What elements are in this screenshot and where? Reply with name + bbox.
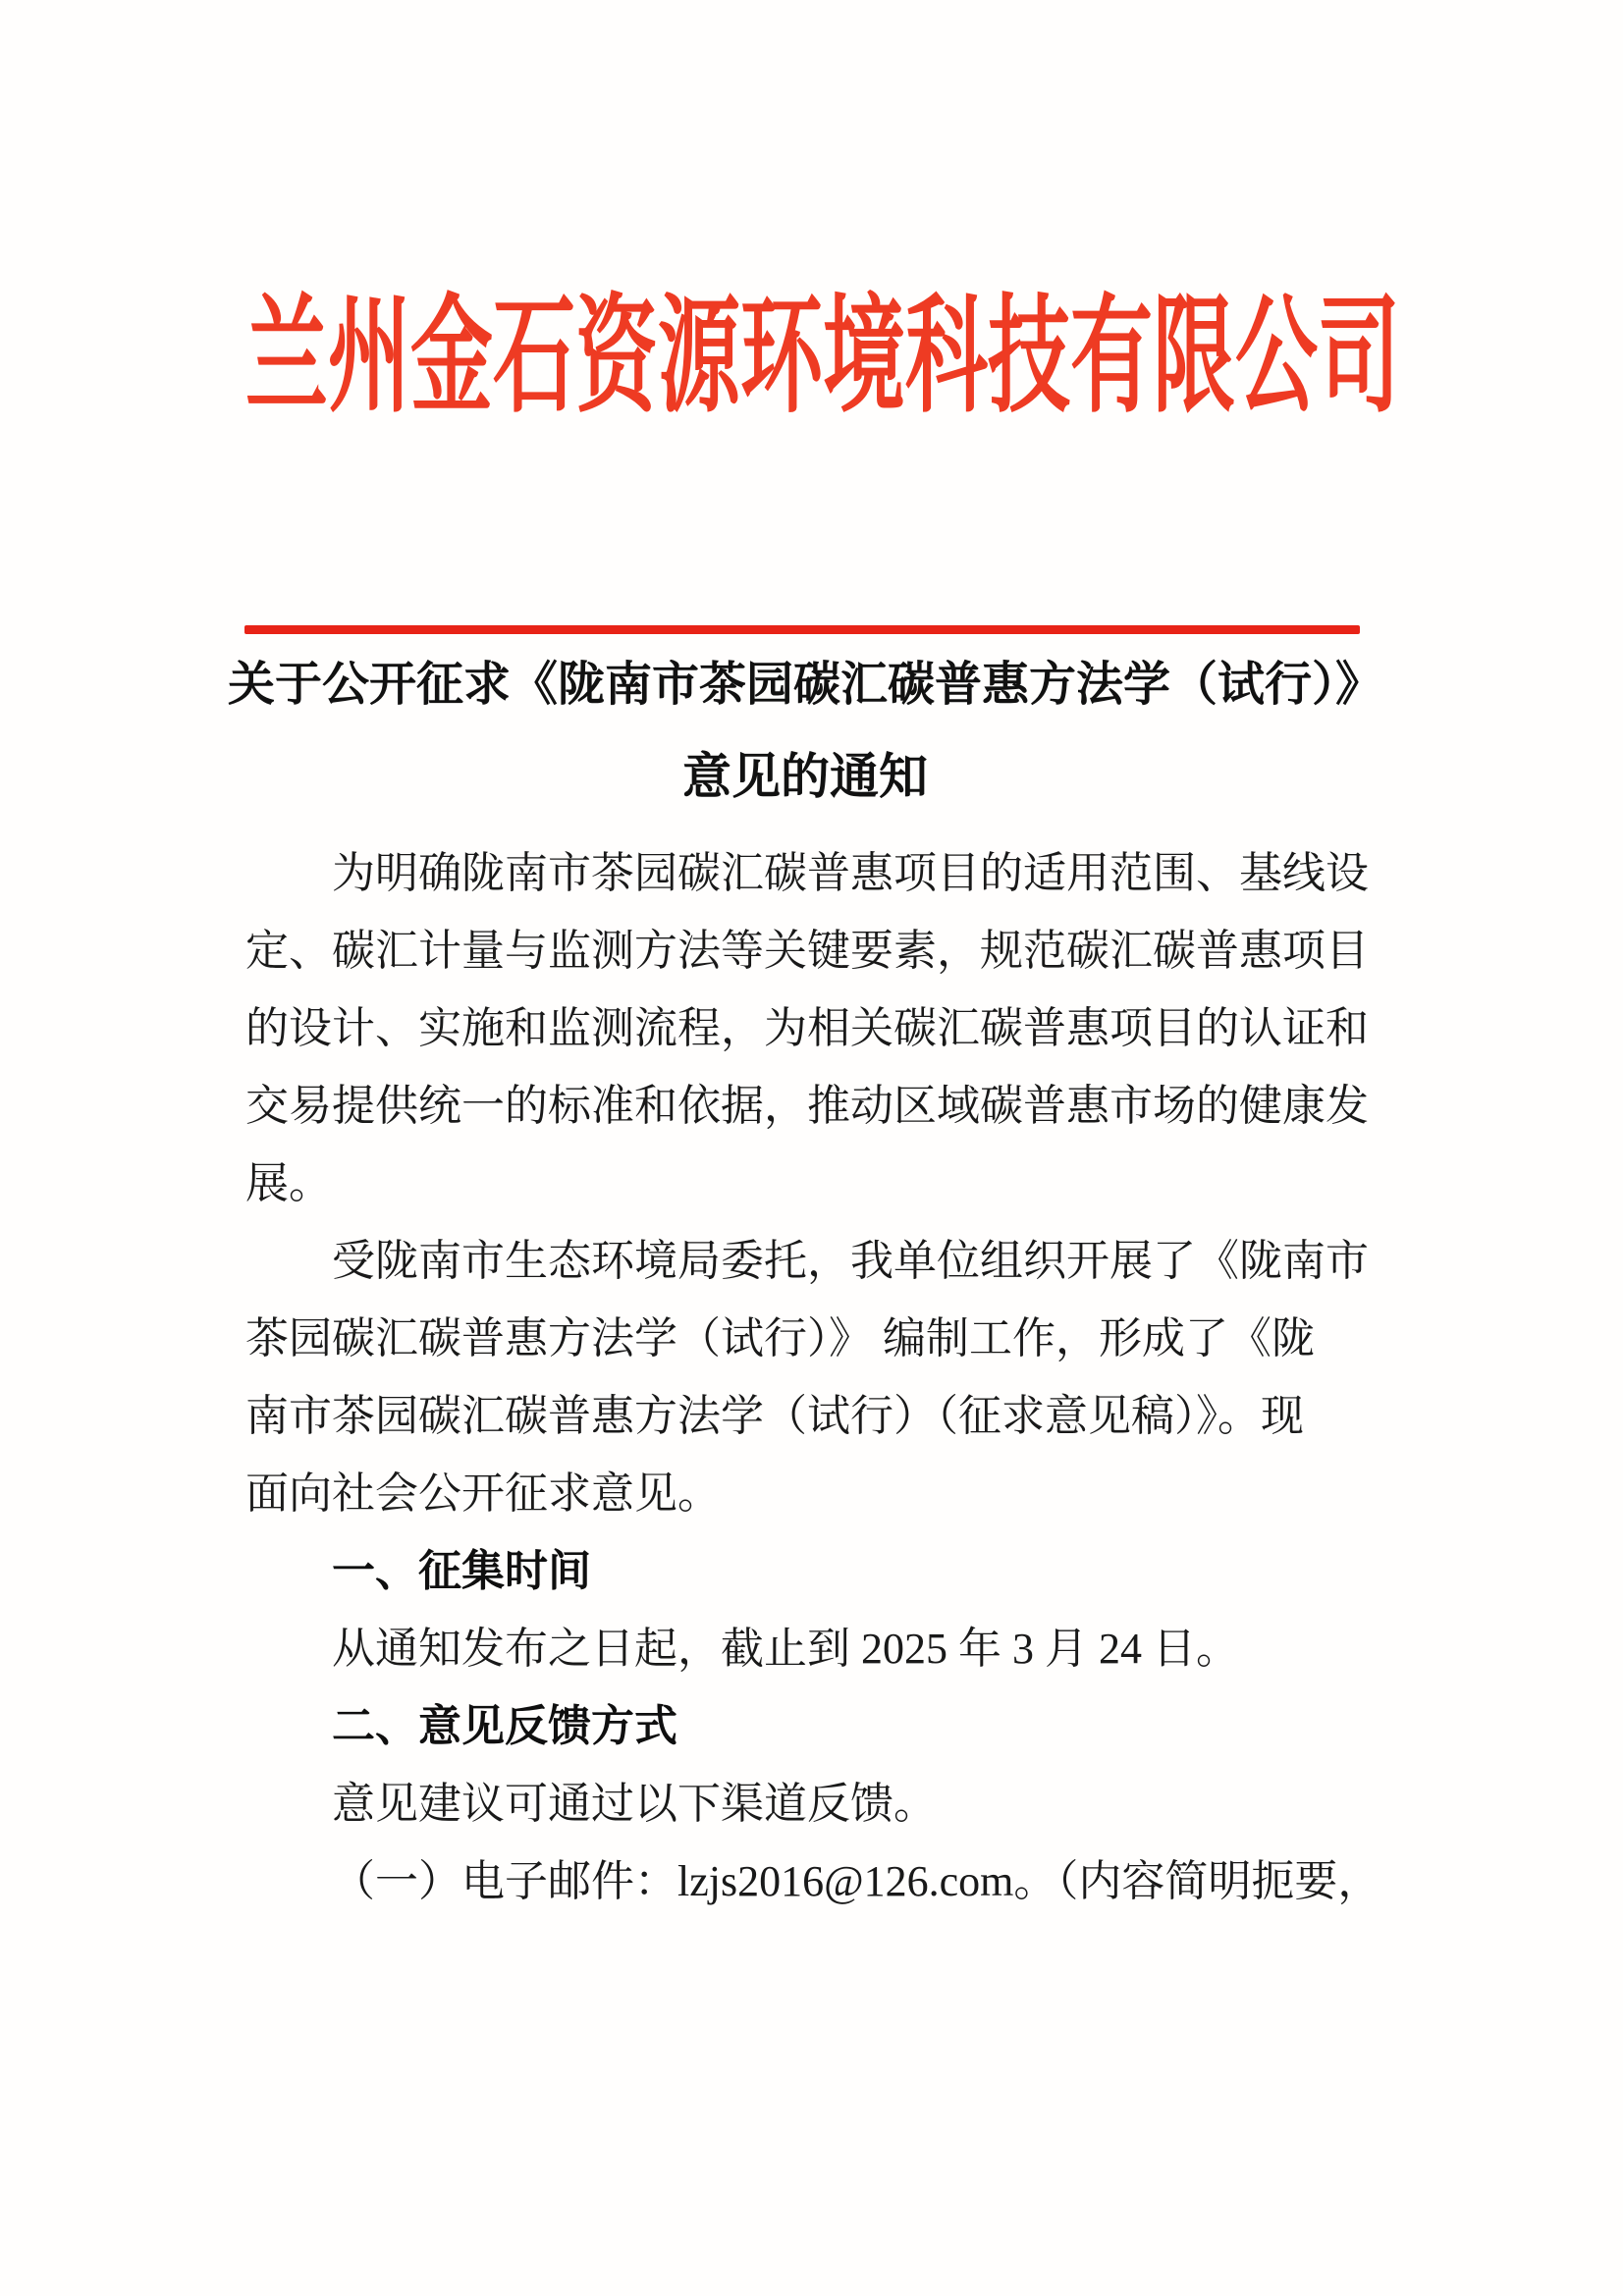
text-line: 面向社会公开征求意见。 (245, 1469, 721, 1518)
text-line: 茶园碳汇碳普惠方法学（试行）》 编制工作，形成了《陇 (245, 1314, 1315, 1362)
text-line: 定、碳汇计量与监测方法等关键要素，规范碳汇碳普惠项目 (245, 927, 1369, 975)
text-line: 二、意见反馈方式 (332, 1702, 677, 1750)
text-line: （一）电子邮件：lzjs2016@126.com。（内容简明扼要， (332, 1857, 1381, 1905)
text-line: 一、征集时间 (332, 1547, 591, 1595)
text-line: 展。 (245, 1159, 332, 1207)
company-name: 兰州金石资源环境科技有限公司 (245, 287, 1401, 429)
text-line: 受陇南市生态环境局委托，我单位组织开展了《陇南市 (332, 1237, 1369, 1285)
text-line: 意见建议可通过以下渠道反馈。 (332, 1780, 937, 1828)
document-body (245, 834, 1381, 1920)
text-line: 从通知发布之日起，截止到 2025 年 3 月 24 日。 (332, 1625, 1239, 1673)
text-line: 南市茶园碳汇碳普惠方法学（试行）（征求意见稿）》。现 (245, 1392, 1304, 1440)
document-title-line2: 意见的通知 (682, 749, 928, 804)
text-line: 的设计、实施和监测流程，为相关碳汇碳普惠项目的认证和 (245, 1004, 1369, 1052)
text-line: 交易提供统一的标准和依据，推动区域碳普惠市场的健康发 (245, 1082, 1369, 1130)
document-title-line1: 关于公开征求《陇南市茶园碳汇碳普惠方法学（试行）》 (227, 659, 1382, 711)
text-line: 为明确陇南市茶园碳汇碳普惠项目的适用范围、基线设 (332, 849, 1369, 897)
letterhead-rule (244, 625, 1360, 634)
